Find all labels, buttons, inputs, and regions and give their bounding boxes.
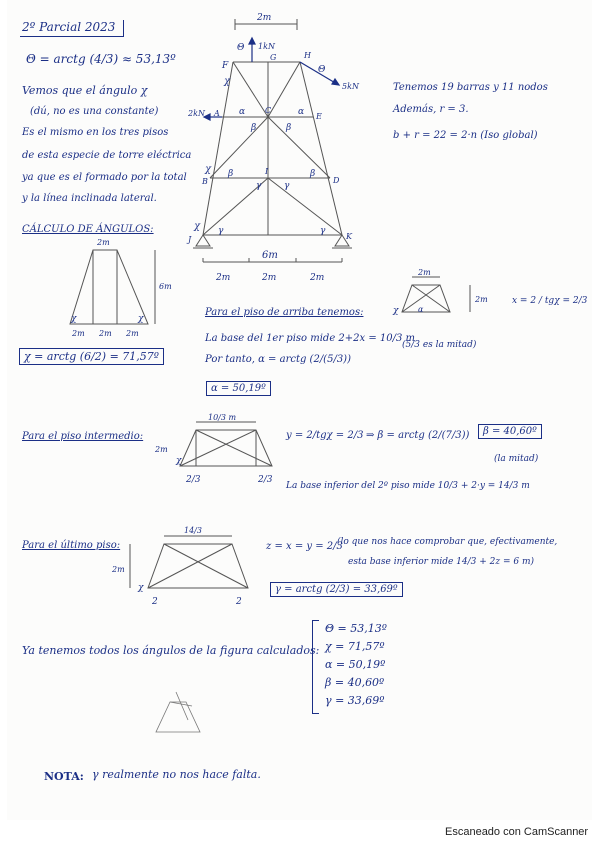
bars-nodes-note: Tenemos 19 barras y 11 nodos [393, 82, 548, 93]
gamma-result: γ = arctg (2/3) = 33,69º [270, 582, 403, 597]
angle-chi-bot: χ [194, 221, 201, 232]
summary-beta: β = 40,60º [325, 676, 385, 689]
middle-top-label: 10/3 m [208, 413, 237, 422]
trap-bottom-3: 2m [126, 329, 139, 338]
upper-top-label: 2m [418, 268, 431, 277]
angle-beta-left: β [251, 123, 257, 133]
intro-line: (dú, no es una constante) [30, 106, 159, 117]
summary-theta: Θ = 53,13º [325, 622, 387, 635]
intro-line: Es el mismo en los tres pisos [22, 127, 169, 138]
upper-h-label: 2m [475, 295, 488, 304]
force-2kn-label: 2kN [188, 109, 205, 118]
dim-sub-1: 2m [216, 273, 231, 283]
angle-gamma-left: γ [256, 181, 262, 191]
last-note-1: (lo que nos hace comprobar que, efectivamente, [337, 537, 558, 547]
upper-floor-line1: La base del 1er piso mide 2+2x = 10/3 m [205, 333, 416, 344]
dim-top: 2m [257, 13, 272, 23]
angle-gamma-j: γ [218, 226, 224, 236]
trap-top-label: 2m [97, 238, 110, 247]
upper-floor-title: Para el piso de arriba tenemos: [205, 307, 364, 318]
angle-beta-d: β [310, 169, 316, 179]
dim-sub-2: 2m [262, 273, 277, 283]
theta-equation: Θ = arctg (4/3) ≈ 53,13º [26, 52, 176, 66]
intro-line: ya que es el formado por la total [22, 172, 187, 183]
node-b: B [202, 177, 208, 186]
node-k: K [346, 232, 352, 241]
angle-alpha-left: α [239, 107, 246, 117]
last-h-label: 2m [112, 565, 125, 574]
page-title: 2º Parcial 2023 [22, 20, 116, 34]
dim-bottom-6m: 6m [262, 250, 278, 261]
angle-beta-right: β [286, 123, 292, 133]
upper-chi-label: χ [393, 306, 399, 316]
middle-bottom-2: 2/3 [258, 475, 273, 485]
middle-chi-label: χ [176, 456, 182, 466]
last-top-label: 14/3 [184, 526, 202, 535]
angle-alpha-right: α [298, 107, 305, 117]
last-note-2: esta base inferior mide 14/3 + 2z = 6 m) [348, 557, 535, 567]
angle-chi-mid: χ [205, 164, 212, 175]
half-note: (5/3 es la mitad) [402, 340, 477, 350]
middle-h-label: 2m [155, 445, 168, 454]
x-equation: x = 2 / tgχ = 2/3 [512, 296, 588, 306]
node-i: I [265, 167, 269, 176]
node-a: A [214, 109, 220, 118]
beta-result: β = 40,60º [478, 424, 542, 439]
trap-chi-left: χ [71, 314, 77, 324]
summary-alpha: α = 50,19º [325, 658, 386, 671]
intro-line: de esta especie de torre eléctrica [22, 150, 192, 161]
angles-calc-title: CÁLCULO DE ÁNGULOS: [22, 224, 154, 235]
summary-gamma: γ = 33,69º [325, 694, 385, 707]
alpha-result: α = 50,19º [206, 381, 271, 396]
isostatic-equation: b + r = 22 = 2·n (Iso global) [393, 130, 538, 141]
node-h: H [304, 51, 311, 60]
trap-bottom-2: 2m [99, 329, 112, 338]
intro-line: Vemos que el ángulo χ [22, 84, 148, 97]
angle-chi-top: χ [224, 76, 231, 87]
force-5kn-label: 5kN [342, 82, 359, 91]
upper-floor-line2: Por tanto, α = arctg (2/(5/3)) [205, 354, 351, 365]
angle-theta: Θ [237, 43, 245, 53]
scanner-footer: Escaneado con CamScanner [445, 826, 589, 838]
dim-sub-3: 2m [310, 273, 325, 283]
trap-chi-right: χ [138, 314, 144, 324]
middle-base-note: La base inferior del 2º piso mide 10/3 + 2·y = 14/3 m [286, 481, 530, 491]
beta-equation: ⇒ β = arctg (2/(7/3)) [366, 430, 470, 441]
last-bottom-1: 2 [152, 597, 158, 607]
mitad-note: (la mitad) [494, 454, 539, 464]
last-chi-label: χ [138, 583, 144, 593]
node-f: F [222, 61, 229, 71]
middle-bottom-1: 2/3 [186, 475, 201, 485]
node-e: E [316, 112, 322, 121]
angle-gamma-k: γ [320, 226, 326, 236]
middle-floor-title: Para el piso intermedio: [22, 431, 144, 442]
nota-text: γ realmente no nos hace falta. [92, 768, 261, 781]
summary-title: Ya tenemos todos los ángulos de la figura calculados: [22, 644, 320, 657]
angle-gamma-right: γ [284, 181, 290, 191]
last-floor-title: Para el último piso: [22, 540, 121, 551]
z-equation: z = x = y = 2/3 [266, 541, 343, 552]
angle-theta-right: Θ [318, 65, 326, 75]
intro-line: y la línea inclinada lateral. [22, 193, 157, 204]
chi-result: χ = arctg (6/2) = 71,57º [19, 348, 164, 365]
trap-bottom-1: 2m [72, 329, 85, 338]
node-c: C [265, 106, 272, 115]
upper-alpha-label: α [418, 305, 424, 314]
force-1kn-label: 1kN [258, 42, 275, 51]
nota-label: NOTA: [44, 770, 84, 783]
last-bottom-2: 2 [236, 597, 242, 607]
trap-height-label: 6m [159, 282, 172, 291]
y-equation: y = 2/tgχ = 2/3 [286, 430, 364, 441]
angle-beta-b: β [228, 169, 234, 179]
node-g: G [270, 53, 277, 62]
summary-chi: χ = 71,57º [325, 640, 385, 653]
node-j: J [188, 235, 192, 244]
node-d: D [333, 176, 340, 185]
reactions-note: Además, r = 3. [393, 104, 469, 115]
